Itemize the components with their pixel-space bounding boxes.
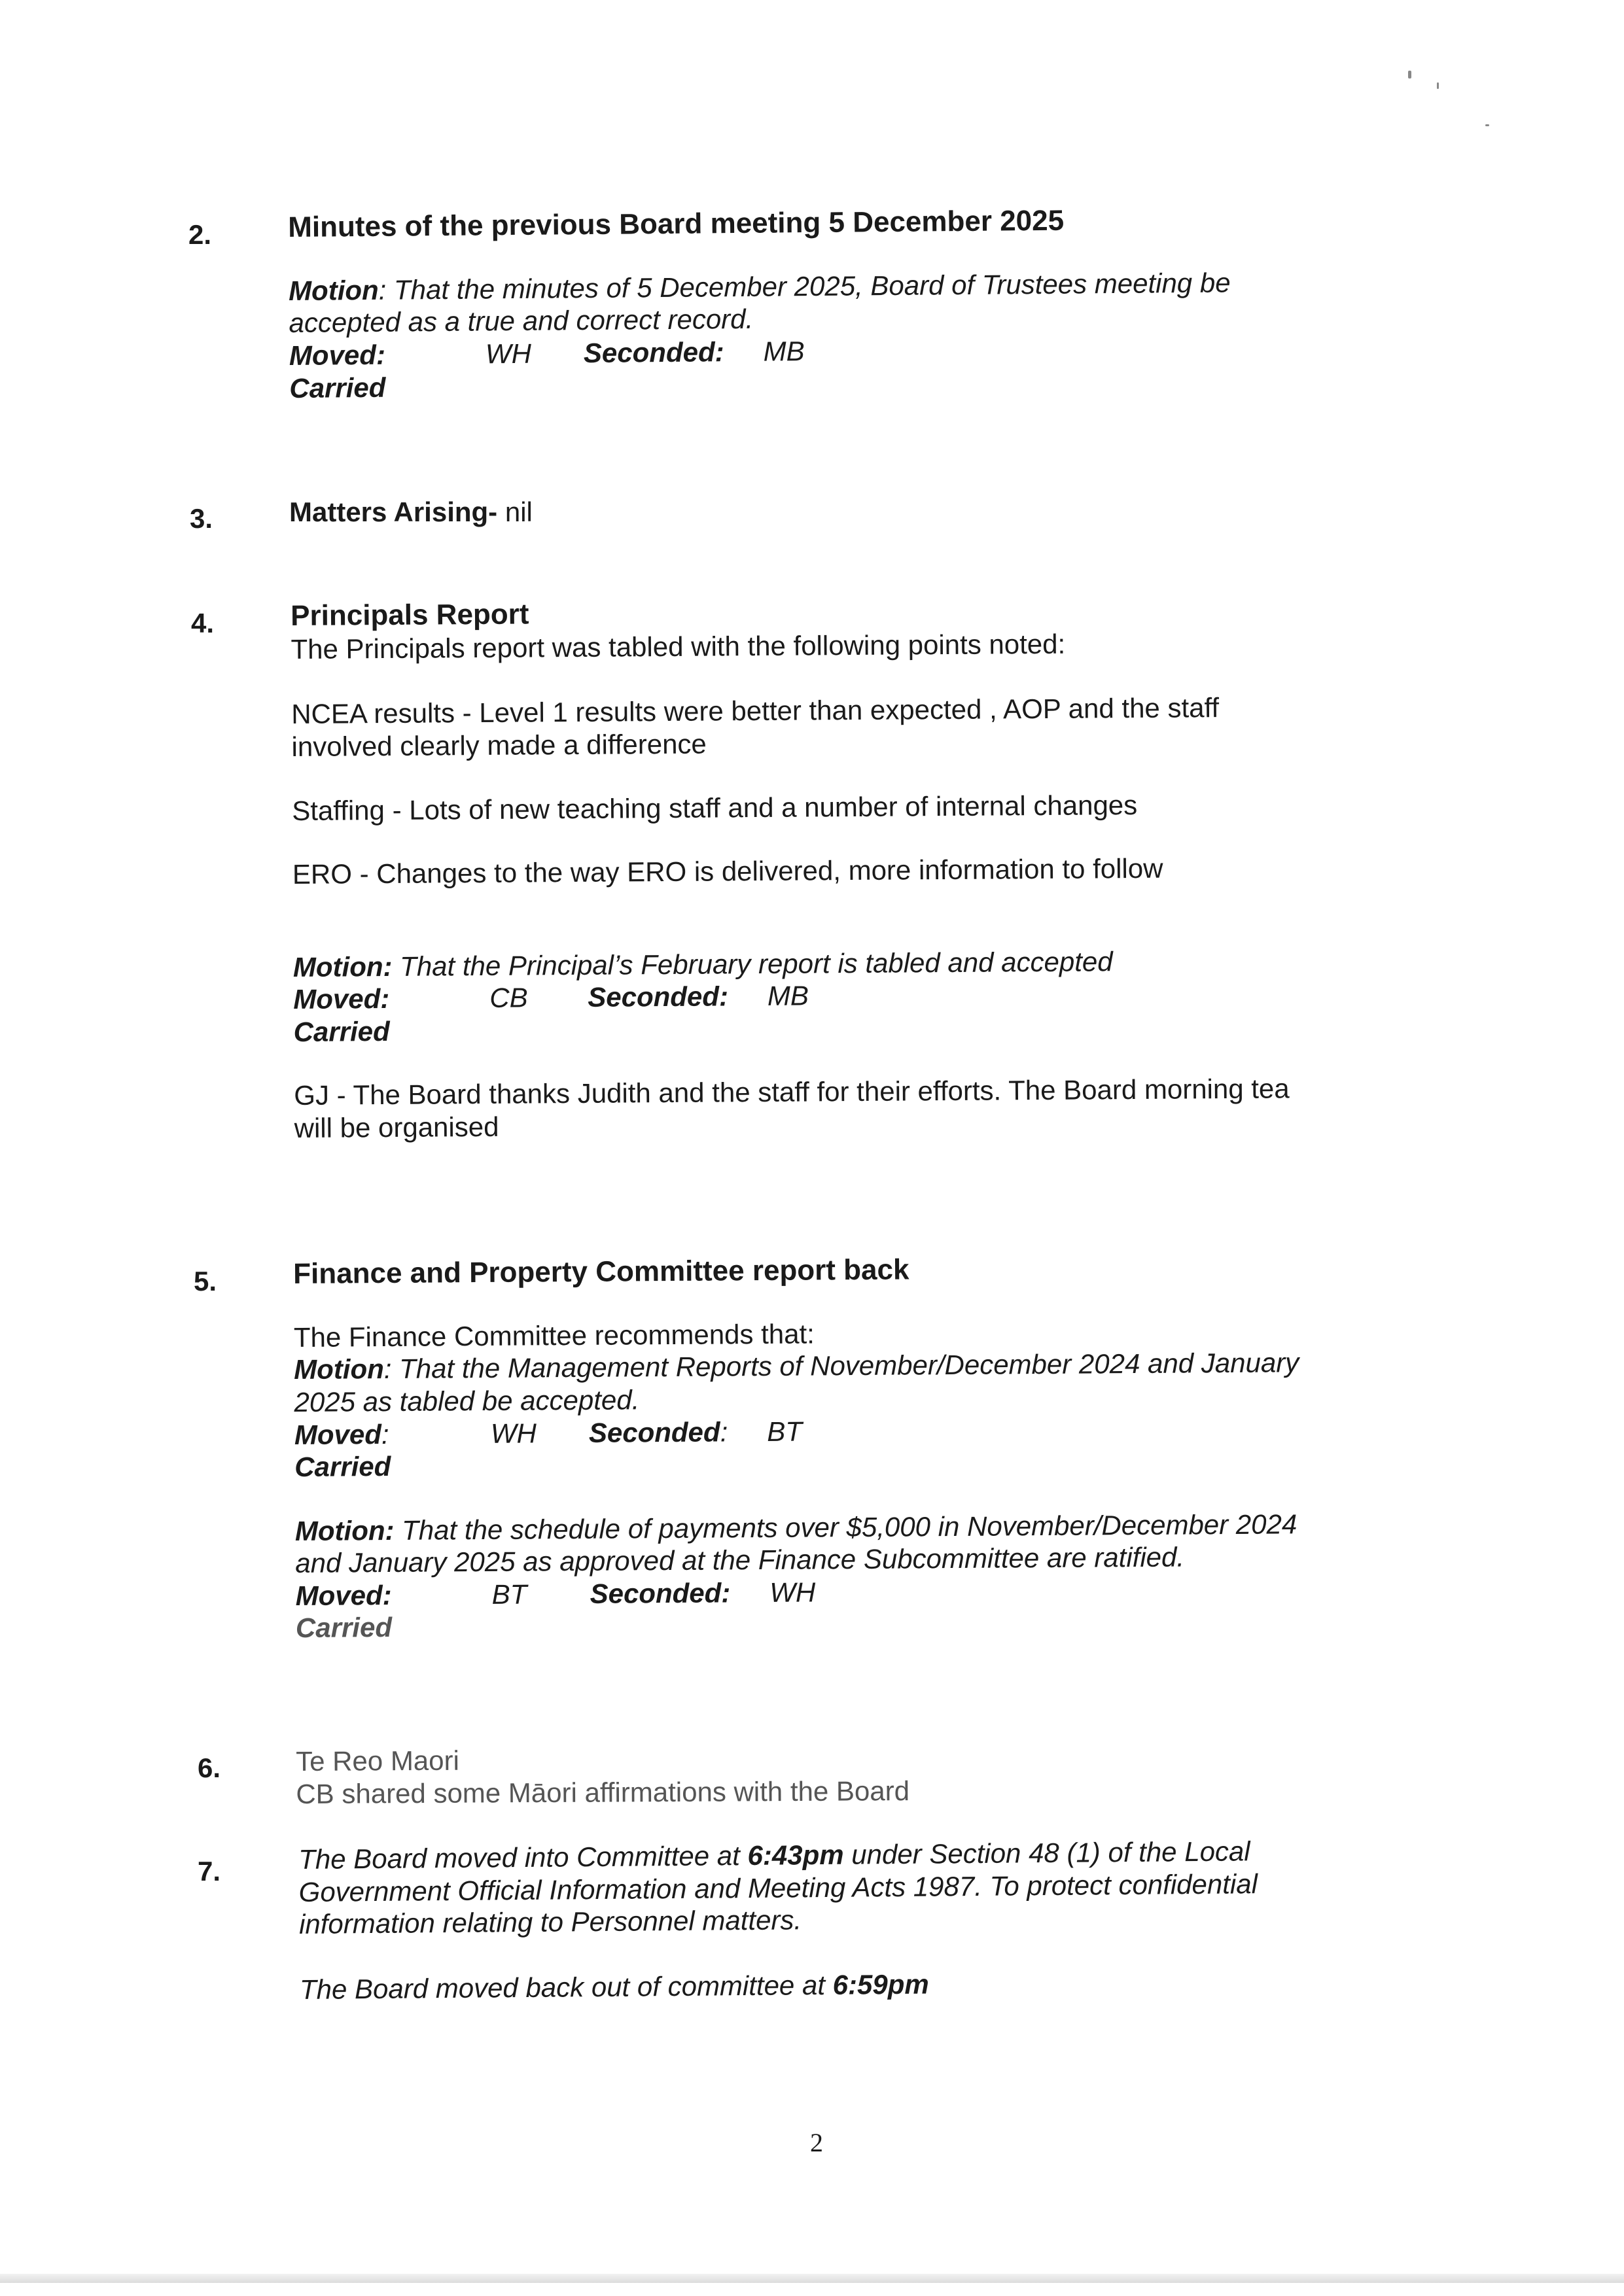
motion-text: That the minutes of 5 December 2025, Board of Trustees meeting be	[386, 267, 1231, 305]
heading-text: Matters Arising-	[289, 496, 498, 527]
section-number-4: 4.	[191, 608, 215, 638]
section-heading	[289, 496, 533, 529]
scan-speck	[1485, 124, 1489, 126]
motion-label: Motion	[294, 1353, 384, 1385]
section-5	[293, 1250, 1301, 1644]
seconded-value: MB	[767, 980, 809, 1012]
moved-value: BT	[491, 1578, 527, 1610]
ncea-point: NCEA results - Level 1 results were better than expected , AOP and the staff	[291, 692, 1220, 730]
committee-out-line: The Board moved back out of committee at 6:59pm	[299, 1968, 929, 2005]
time-in: 6:43pm	[747, 1839, 844, 1871]
motion-text-cont: accepted as a true and correct record.	[289, 304, 754, 339]
motion-result: Carried	[293, 1015, 390, 1047]
motion-label: Motion:	[292, 950, 393, 983]
committee-line-2: Government Official Information and Meeting Acts 1987. To protect confidential	[298, 1868, 1258, 1907]
seconded-value: WH	[769, 1576, 816, 1608]
motion-colon: :	[378, 274, 387, 305]
scan-speck	[1408, 71, 1411, 78]
moved-label: Moved:	[289, 339, 386, 371]
moved-value: WH	[485, 338, 532, 370]
committee-intro: The Finance Committee recommends that:	[293, 1318, 815, 1353]
section-2	[288, 202, 1231, 404]
scan-speck	[1437, 82, 1439, 89]
report-intro: The Principals report was tabled with the following points noted:	[291, 628, 1066, 665]
gj-note: GJ - The Board thanks Judith and the staff for their efforts. The Board morning tea	[294, 1073, 1290, 1111]
seconded-label: Seconded:	[588, 1416, 728, 1448]
scan-edge	[0, 2274, 1624, 2283]
moved-label: Moved:	[295, 1579, 392, 1611]
moved-label: Moved:	[293, 983, 390, 1015]
gj-note-cont: will be organised	[294, 1111, 499, 1143]
moved-value: WH	[490, 1417, 537, 1449]
section-number-5: 5.	[194, 1266, 217, 1296]
ncea-point-cont: involved clearly made a difference	[291, 728, 707, 762]
staffing-point: Staffing - Lots of new teaching staff and a number of internal changes	[292, 789, 1138, 826]
seconded-label: Seconded:	[583, 336, 724, 369]
section-heading: Principals Report	[291, 598, 529, 632]
committee-line-3: information relating to Personnel matters.	[298, 1904, 802, 1940]
moved-label: Moved:	[294, 1418, 389, 1450]
motion-text: That the Principal’s February report is tabled and accepted	[392, 945, 1113, 982]
section-6	[296, 1742, 909, 1810]
motion-text: That the schedule of payments over $5,000 in November/December 2024	[394, 1508, 1297, 1546]
motion-2-cont: and January 2025 as approved at the Finance Subcommittee are ratified.	[295, 1541, 1185, 1579]
time-out: 6:59pm	[832, 1968, 929, 2000]
committee-line-1: The Board moved into Committee at 6:43pm under Section 48 (1) of the Local	[298, 1835, 1250, 1875]
motion-result: Carried	[294, 1451, 391, 1483]
section-number-2: 2.	[188, 219, 212, 250]
motion-label: Motion:	[294, 1514, 395, 1546]
section-heading: Te Reo Maori	[296, 1745, 460, 1777]
seconded-value: MB	[763, 336, 805, 367]
section-number-3: 3.	[190, 503, 213, 534]
motion-label: Motion	[288, 274, 379, 306]
te-reo-note: CB shared some Māori affirmations with the Board	[296, 1775, 910, 1809]
moved-value: CB	[489, 982, 528, 1014]
motion-text: That the Management Reports of November/December 2024 and January	[391, 1347, 1299, 1385]
ero-point: ERO - Changes to the way ERO is delivered, more information to follow	[292, 852, 1163, 890]
section-4	[291, 592, 1290, 1144]
section-number-6: 6.	[198, 1752, 221, 1783]
section-heading: Finance and Property Committee report back	[293, 1253, 909, 1290]
seconded-label: Seconded:	[588, 981, 729, 1013]
section-3	[289, 496, 533, 529]
motion-result: Carried	[289, 372, 386, 404]
seconded-value: BT	[767, 1416, 803, 1447]
seconded-label: Seconded:	[590, 1577, 731, 1609]
page-number: 2	[810, 2128, 823, 2157]
section-7	[298, 1835, 1258, 2006]
motion-result: Carried	[295, 1612, 393, 1644]
motion-colon: :	[383, 1353, 392, 1385]
section-heading: Minutes of the previous Board meeting 5 December 2025	[288, 204, 1065, 243]
motion-1-cont: 2025 as tabled be accepted.	[294, 1384, 640, 1418]
heading-suffix: nil	[497, 496, 533, 527]
section-number-7: 7.	[198, 1856, 221, 1887]
